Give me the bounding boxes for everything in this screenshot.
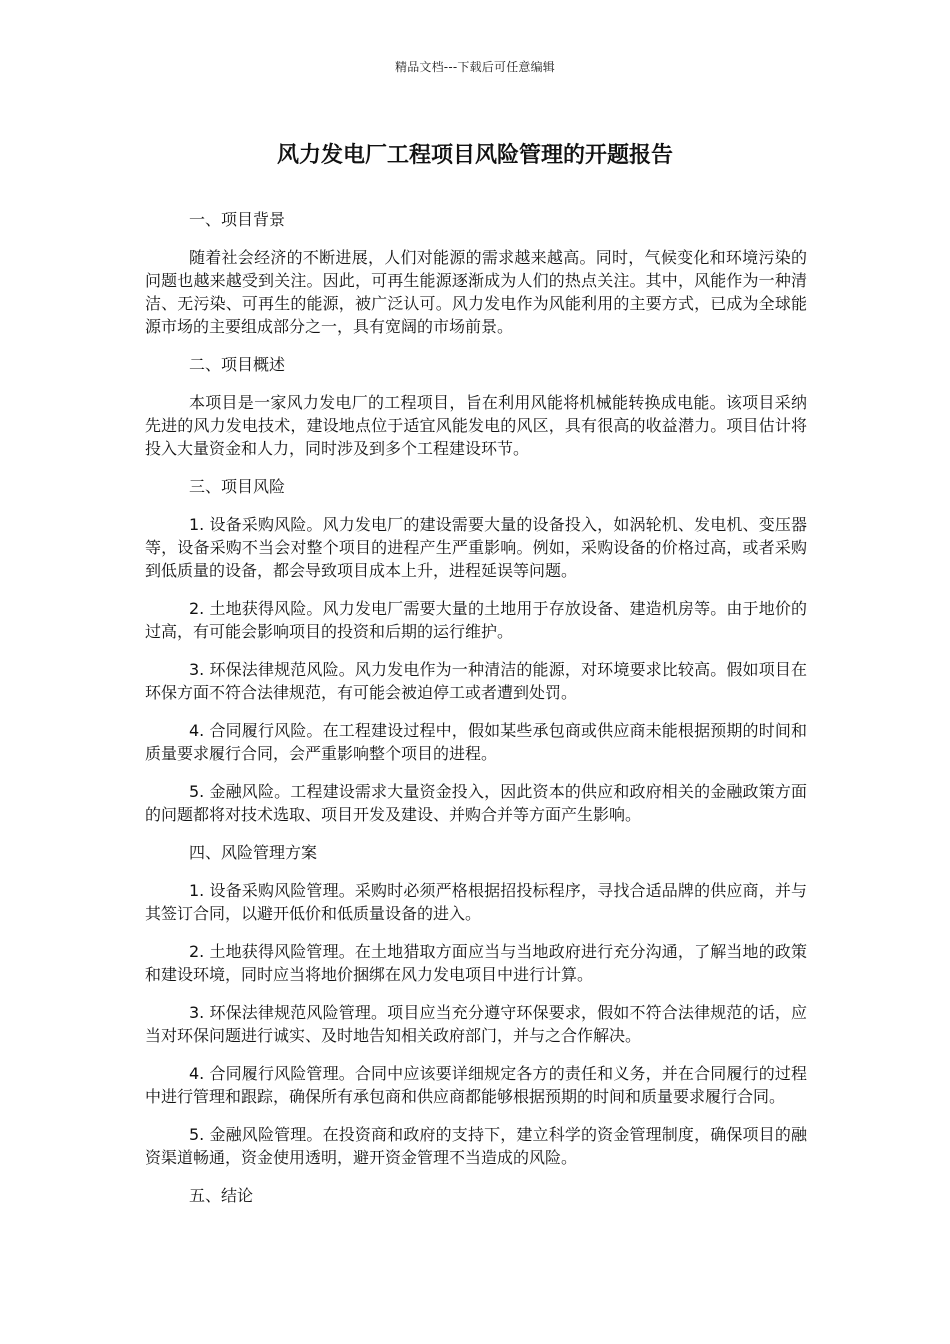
header-note: 精品文档---下载后可任意编辑: [395, 60, 555, 74]
paragraph-mgmt-finance: 5. 金融风险管理。在投资商和政府的支持下，建立科学的资金管理制度，确保项目的融资渠道畅通，资金使用透明，避开资金管理不当造成的风险。: [145, 1125, 807, 1167]
paragraph-risk-finance: 5. 金融风险。工程建设需求大量资金投入，因此资本的供应和政府相关的金融政策方面的问题都将对技术选取、项目开发及建设、并购合并等方面产生影响。: [145, 782, 807, 824]
paragraph-risk-equipment: 1. 设备采购风险。风力发电厂的建设需要大量的设备投入，如涡轮机、发电机、变压器等，设备采购不当会对整个项目的进程产生严重影响。例如，采购设备的价格过高，或者采购到低质量的设备，都会导致项目成本上升，进程延误等问题。: [145, 515, 807, 580]
paragraph-background: 随着社会经济的不断进展，人们对能源的需求越来越高。同时，气候变化和环境污染的问题也越来越受到关注。因此，可再生能源逐渐成为人们的热点关注。其中，风能作为一种清洁、无污染、可再生的能源，被广泛认可。风力发电作为风能利用的主要方式，已成为全球能源市场的主要组成部分之一，具有宽阔的市场前景。: [145, 248, 807, 336]
paragraph-mgmt-environment: 3. 环保法律规范风险管理。项目应当充分遵守环保要求，假如不符合法律规范的话，应当对环保问题进行诚实、及时地告知相关政府部门，并与之合作解决。: [145, 1003, 807, 1045]
document-title: 风力发电厂工程项目风险管理的开题报告: [276, 143, 673, 168]
paragraph-mgmt-contract: 4. 合同履行风险管理。合同中应该要详细规定各方的责任和义务，并在合同履行的过程中进行管理和跟踪，确保所有承包商和供应商都能够根据预期的时间和质量要求履行合同。: [145, 1064, 807, 1106]
section-heading-overview: 二、项目概述: [189, 355, 286, 374]
paragraph-mgmt-land: 2. 土地获得风险管理。在土地猎取方面应当与当地政府进行充分沟通，了解当地的政策和建设环境，同时应当将地价捆绑在风力发电项目中进行计算。: [145, 942, 807, 984]
paragraph-risk-environment: 3. 环保法律规范风险。风力发电作为一种清洁的能源，对环境要求比较高。假如项目在环保方面不符合法律规范，有可能会被迫停工或者遭到处罚。: [145, 660, 807, 702]
section-heading-background: 一、项目背景: [189, 210, 286, 229]
document-body: [145, 208, 807, 1222]
section-heading-risks: 三、项目风险: [189, 477, 286, 496]
paragraph-risk-contract: 4. 合同履行风险。在工程建设过程中，假如某些承包商或供应商未能根据预期的时间和质量要求履行合同，会严重影响整个项目的进程。: [145, 721, 807, 763]
section-heading-conclusion: 五、结论: [189, 1186, 254, 1205]
paragraph-overview: 本项目是一家风力发电厂的工程项目，旨在利用风能将机械能转换成电能。该项目采纳先进的风力发电技术，建设地点位于适宜风能发电的风区，具有很高的收益潜力。项目估计将投入大量资金和人力，同时涉及到多个工程建设环节。: [145, 393, 807, 458]
paragraph-mgmt-equipment: 1. 设备采购风险管理。采购时必须严格根据招投标程序，寻找合适品牌的供应商，并与其签订合同，以避开低价和低质量设备的进入。: [145, 881, 807, 923]
section-heading-management: 四、风险管理方案: [189, 843, 318, 862]
paragraph-risk-land: 2. 土地获得风险。风力发电厂需要大量的土地用于存放设备、建造机房等。由于地价的过高，有可能会影响项目的投资和后期的运行维护。: [145, 599, 807, 641]
